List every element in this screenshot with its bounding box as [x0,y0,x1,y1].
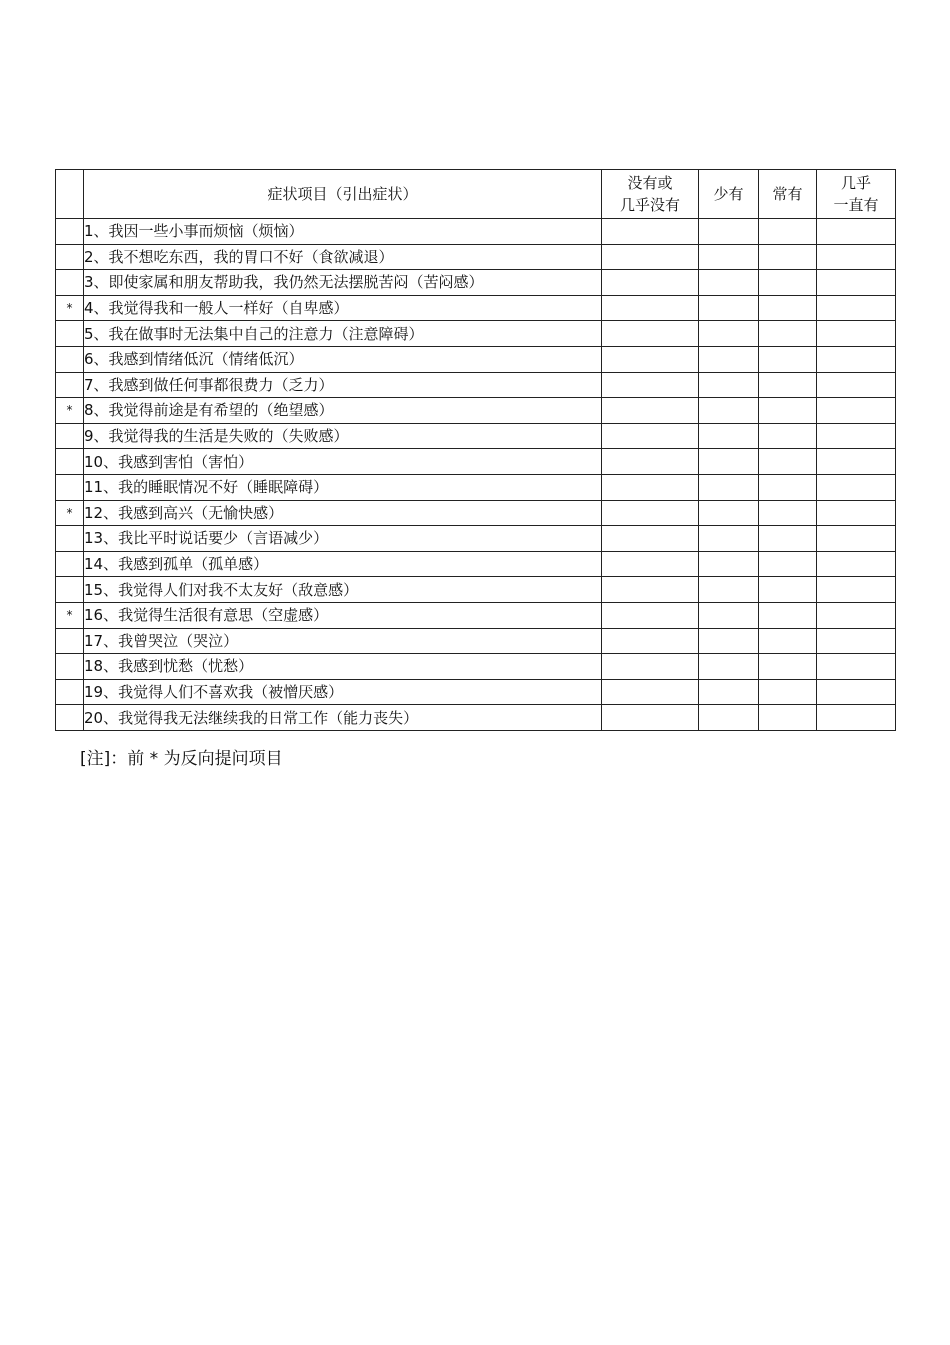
option-often-cell[interactable] [759,372,817,398]
reverse-item-marker [56,244,84,270]
option-often-cell[interactable] [759,423,817,449]
option-rarely-cell[interactable] [699,270,759,296]
option-always-cell[interactable] [817,551,896,577]
option-often-cell[interactable] [759,244,817,270]
symptom-item-text: 12、我感到高兴（无愉快感） [84,500,602,526]
option-always-cell[interactable] [817,219,896,245]
option-always-cell[interactable] [817,423,896,449]
option-rarely-cell[interactable] [699,577,759,603]
option-rarely-cell[interactable] [699,295,759,321]
option-none-cell[interactable] [602,449,699,475]
reverse-item-marker [56,705,84,731]
option-often-cell[interactable] [759,219,817,245]
reverse-item-marker [56,270,84,296]
option-always-cell[interactable] [817,270,896,296]
option-always-cell[interactable] [817,705,896,731]
option-none-header [602,170,699,219]
symptom-item-text: 14、我感到孤单（孤单感） [84,551,602,577]
table-row [56,346,896,372]
option-none-header-line2: 几乎没有 [619,196,680,214]
option-rarely-cell[interactable] [699,372,759,398]
option-none-header-line1: 没有或 [627,174,673,192]
option-often-cell[interactable] [759,500,817,526]
option-always-cell[interactable] [817,346,896,372]
reverse-item-marker [56,219,84,245]
table-row [56,526,896,552]
symptom-item-text: 15、我觉得人们对我不太友好（敌意感） [84,577,602,603]
option-rarely-cell[interactable] [699,398,759,424]
option-rarely-cell[interactable] [699,654,759,680]
table-row [56,500,896,526]
option-often-header: 常有 [759,170,817,219]
table-row [56,219,896,245]
option-none-cell[interactable] [602,346,699,372]
option-none-cell[interactable] [602,244,699,270]
option-rarely-cell[interactable] [699,551,759,577]
option-none-cell[interactable] [602,705,699,731]
table-header-row [56,170,896,219]
option-rarely-cell[interactable] [699,526,759,552]
option-always-cell[interactable] [817,602,896,628]
symptom-item-text: 8、我觉得前途是有希望的（绝望感） [84,398,602,424]
option-always-cell[interactable] [817,449,896,475]
option-often-cell[interactable] [759,526,817,552]
symptom-item-text: 9、我觉得我的生活是失败的（失败感） [84,423,602,449]
table-row [56,449,896,475]
table-row [56,628,896,654]
option-none-cell[interactable] [602,295,699,321]
mark-column-header [56,170,84,219]
symptom-item-text: 6、我感到情绪低沉（情绪低沉） [84,346,602,372]
option-none-cell[interactable] [602,500,699,526]
option-rarely-cell[interactable] [699,423,759,449]
table-row [56,551,896,577]
option-none-cell[interactable] [602,372,699,398]
option-rarely-cell[interactable] [699,679,759,705]
option-often-cell[interactable] [759,398,817,424]
table-row [56,654,896,680]
reverse-item-marker [56,423,84,449]
option-none-cell[interactable] [602,219,699,245]
option-none-cell[interactable] [602,577,699,603]
table-row [56,474,896,500]
option-none-cell[interactable] [602,551,699,577]
option-always-header [817,170,896,219]
option-none-cell[interactable] [602,679,699,705]
option-always-cell[interactable] [817,628,896,654]
option-rarely-cell[interactable] [699,346,759,372]
symptom-item-text: 19、我觉得人们不喜欢我（被憎厌感） [84,679,602,705]
option-rarely-cell[interactable] [699,474,759,500]
option-often-cell[interactable] [759,551,817,577]
symptom-item-text: 7、我感到做任何事都很费力（乏力） [84,372,602,398]
option-often-cell[interactable] [759,449,817,475]
option-rarely-cell[interactable] [699,628,759,654]
option-often-cell[interactable] [759,577,817,603]
reverse-item-marker [56,474,84,500]
option-always-cell[interactable] [817,500,896,526]
option-rarely-header: 少有 [699,170,759,219]
symptom-item-text: 1、我因一些小事而烦恼（烦恼） [84,219,602,245]
option-always-cell[interactable] [817,244,896,270]
table-row [56,321,896,347]
option-rarely-cell[interactable] [699,244,759,270]
table-row [56,577,896,603]
option-often-cell[interactable] [759,346,817,372]
option-always-cell[interactable] [817,577,896,603]
option-none-cell[interactable] [602,526,699,552]
reverse-item-marker [56,372,84,398]
option-none-cell[interactable] [602,654,699,680]
option-always-header-line1: 几乎 [840,174,871,192]
reverse-item-marker: * [56,500,84,526]
symptom-item-text: 17、我曾哭泣（哭泣） [84,628,602,654]
table-row [56,270,896,296]
reverse-item-marker [56,628,84,654]
questionnaire-sheet [55,169,895,731]
option-rarely-cell[interactable] [699,219,759,245]
symptom-item-text: 18、我感到忧愁（忧愁） [84,654,602,680]
reverse-item-marker: * [56,398,84,424]
reverse-item-marker [56,679,84,705]
symptom-item-text: 11、我的睡眠情况不好（睡眠障碍） [84,474,602,500]
option-often-cell[interactable] [759,679,817,705]
reverse-item-marker [56,346,84,372]
option-always-cell[interactable] [817,372,896,398]
option-often-cell[interactable] [759,654,817,680]
symptom-item-text: 10、我感到害怕（害怕） [84,449,602,475]
reverse-item-marker [56,321,84,347]
option-always-header-line2: 一直有 [833,196,879,214]
reverse-item-marker [56,551,84,577]
option-always-cell[interactable] [817,321,896,347]
table-row [56,244,896,270]
reverse-item-marker [56,654,84,680]
reverse-item-marker [56,449,84,475]
symptom-item-text: 5、我在做事时无法集中自己的注意力（注意障碍） [84,321,602,347]
option-rarely-cell[interactable] [699,500,759,526]
symptom-rows [56,219,896,731]
option-none-cell[interactable] [602,602,699,628]
symptom-item-text: 2、我不想吃东西，我的胃口不好（食欲减退） [84,244,602,270]
option-none-cell[interactable] [602,628,699,654]
table-row [56,398,896,424]
symptom-item-text: 3、即使家属和朋友帮助我，我仍然无法摆脱苦闷（苦闷感） [84,270,602,296]
option-often-cell[interactable] [759,705,817,731]
table-row [56,705,896,731]
option-often-cell[interactable] [759,474,817,500]
option-often-cell[interactable] [759,270,817,296]
table-row [56,372,896,398]
option-none-cell[interactable] [602,270,699,296]
table-row [56,295,896,321]
table-row [56,423,896,449]
option-always-cell[interactable] [817,474,896,500]
option-always-cell[interactable] [817,679,896,705]
option-always-cell[interactable] [817,654,896,680]
option-always-cell[interactable] [817,398,896,424]
option-often-cell[interactable] [759,321,817,347]
option-none-cell[interactable] [602,474,699,500]
reverse-item-marker: * [56,295,84,321]
reverse-item-marker: * [56,602,84,628]
reverse-item-marker [56,577,84,603]
reverse-item-marker [56,526,84,552]
symptom-column-header: 症状项目（引出症状） [84,170,602,219]
footnote: [注]：前 * 为反向提问项目 [80,749,283,769]
option-none-cell[interactable] [602,398,699,424]
symptom-item-text: 13、我比平时说话要少（言语减少） [84,526,602,552]
option-none-cell[interactable] [602,423,699,449]
symptom-item-text: 20、我觉得我无法继续我的日常工作（能力丧失） [84,705,602,731]
option-often-cell[interactable] [759,295,817,321]
option-often-cell[interactable] [759,602,817,628]
option-rarely-cell[interactable] [699,321,759,347]
option-rarely-cell[interactable] [699,705,759,731]
option-always-cell[interactable] [817,526,896,552]
option-always-cell[interactable] [817,295,896,321]
symptom-item-text: 4、我觉得我和一般人一样好（自卑感） [84,295,602,321]
option-rarely-cell[interactable] [699,602,759,628]
symptom-rating-table [55,169,896,731]
option-often-cell[interactable] [759,628,817,654]
option-rarely-cell[interactable] [699,449,759,475]
symptom-item-text: 16、我觉得生活很有意思（空虚感） [84,602,602,628]
option-none-cell[interactable] [602,321,699,347]
table-row [56,679,896,705]
table-row [56,602,896,628]
